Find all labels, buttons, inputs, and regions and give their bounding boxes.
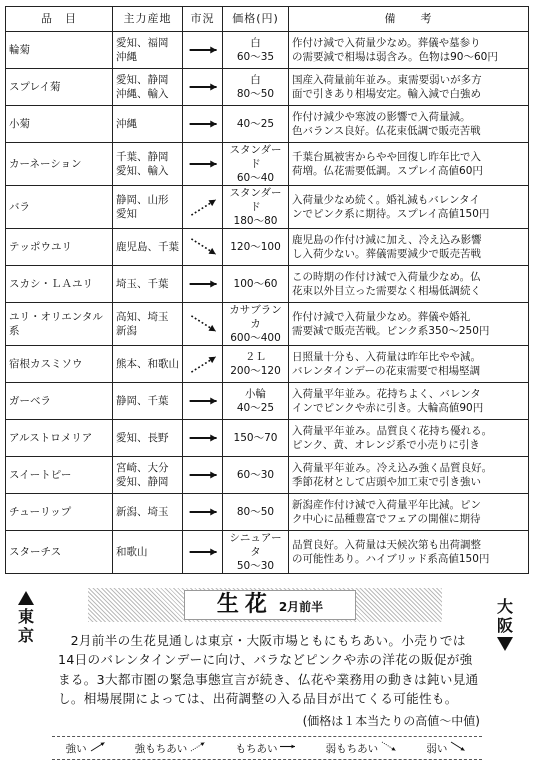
note-cell xyxy=(289,383,529,420)
osaka-marker xyxy=(494,595,516,651)
item-name xyxy=(6,494,113,531)
up-dotted-arrow-icon xyxy=(188,740,208,756)
report-title: 生花 xyxy=(216,592,273,617)
note-cell-line: の可能性あり。ハイブリッド系高値150円 xyxy=(292,553,490,565)
trend-cell xyxy=(183,303,223,346)
origin-cell-line: 愛知、福岡 xyxy=(116,37,169,49)
origin-cell xyxy=(113,383,183,420)
price-cell-line: スタンダード xyxy=(229,187,282,213)
note-cell-line: 品質良好。入荷量は天候次第も出荷調整 xyxy=(292,539,481,551)
note-cell-line: 入荷量平年並み。品質良く花持ち優れる。 xyxy=(292,425,493,437)
item-name-line: テッポウユリ xyxy=(9,241,72,253)
trend-cell xyxy=(183,383,223,420)
note-cell-line: 花束以外目立った需要なく相場低調続く xyxy=(292,285,481,297)
price-cell xyxy=(223,186,289,229)
price-cell xyxy=(223,266,289,303)
trend-cell xyxy=(183,457,223,494)
item-name-line: ガーベラ xyxy=(9,395,51,407)
origin-cell-line: 愛知 xyxy=(116,208,137,220)
item-name-line: スカシ・ＬＡユリ xyxy=(9,278,93,290)
note-cell-line: 需要減で販売苦戦。ピンク系350～250円 xyxy=(292,325,490,337)
up-solid-arrow-icon xyxy=(88,740,108,756)
price-cell-line: 600～400 xyxy=(230,332,281,344)
note-cell-line: 作付け減少や寒波の影響で入荷量減。 xyxy=(292,111,471,123)
item-name xyxy=(6,32,113,69)
flat-arrow-icon xyxy=(278,740,298,756)
table-row xyxy=(6,303,529,346)
origin-cell xyxy=(113,494,183,531)
origin-cell-line: 沖縄、輸入 xyxy=(116,88,169,100)
origin-cell-line: 新潟 xyxy=(116,325,137,337)
item-name-line: スイートピー xyxy=(9,469,72,481)
legend-item xyxy=(135,740,209,756)
up-dotted-arrow-icon xyxy=(186,195,219,219)
legend-label: もちあい xyxy=(235,742,278,755)
item-name-line: 輪菊 xyxy=(9,44,30,56)
price-cell xyxy=(223,69,289,106)
price-cell-line: 120～100 xyxy=(230,241,281,253)
origin-cell xyxy=(113,143,183,186)
item-name xyxy=(6,531,113,574)
price-cell xyxy=(223,457,289,494)
header-item: 品 目 xyxy=(6,7,113,32)
table-row xyxy=(6,457,529,494)
down-solid-arrow-icon xyxy=(448,740,468,756)
note-cell-line: 入荷量少なめ続く。婚礼減もバレンタイ xyxy=(292,194,480,206)
price-cell-line: 白 xyxy=(250,74,261,86)
note-cell-line: インでピンクや赤に引き。大輪高値90円 xyxy=(292,402,484,414)
table-row xyxy=(6,494,529,531)
price-cell-line: 60～40 xyxy=(236,172,275,184)
up-dotted-arrow-icon xyxy=(186,352,219,376)
note-cell-line: 荷増。仏花需要低調。スプレイ高値60円 xyxy=(292,165,483,177)
report-title-bar xyxy=(88,588,442,622)
note-cell-line: 鹿児島の作付け減に加え、冷え込み影響 xyxy=(292,234,482,246)
flat-arrow-icon xyxy=(186,426,219,450)
price-cell-line: 白 xyxy=(250,37,261,49)
down-triangle-icon xyxy=(497,637,513,651)
origin-cell xyxy=(113,346,183,383)
note-cell xyxy=(289,346,529,383)
origin-cell-line: 鹿児島、千葉 xyxy=(116,241,179,253)
note-cell-line: し入荷少ない。葬儀需要減少で販売苦戦 xyxy=(292,248,481,260)
item-name-line: 宿根カスミソウ xyxy=(9,358,83,370)
price-cell xyxy=(223,494,289,531)
note-cell-line: 面で引きあり相場安定。輸入減で白強め xyxy=(292,88,481,100)
origin-cell-line: 静岡、千葉 xyxy=(116,395,169,407)
legend-item xyxy=(326,740,400,756)
item-name xyxy=(6,143,113,186)
flat-arrow-icon xyxy=(186,540,219,564)
table-body xyxy=(6,32,529,574)
item-name xyxy=(6,229,113,266)
flat-arrow-icon xyxy=(186,389,219,413)
down-dotted-arrow-icon xyxy=(379,740,399,756)
header-price: 価格(円) xyxy=(223,7,289,32)
note-cell-line: 入荷量平年並み。冷え込み強く品質良好。 xyxy=(292,462,493,474)
item-name xyxy=(6,266,113,303)
report-subtitle: 2月前半 xyxy=(278,600,324,614)
note-cell xyxy=(289,457,529,494)
trend-cell xyxy=(183,32,223,69)
price-cell xyxy=(223,106,289,143)
price-cell xyxy=(223,303,289,346)
origin-cell xyxy=(113,186,183,229)
table-row xyxy=(6,186,529,229)
note-cell xyxy=(289,229,529,266)
note-cell-line: 国産入荷量前年並み。東需要弱いが多方 xyxy=(292,74,482,86)
table-row xyxy=(6,143,529,186)
trend-cell xyxy=(183,69,223,106)
tokyo-label: 東 京 xyxy=(17,607,34,645)
note-cell-line: 作付け減で入荷量少なめ。葬儀や婚礼 xyxy=(292,311,471,323)
flat-arrow-icon xyxy=(186,152,219,176)
legend-label: 強い xyxy=(65,742,87,755)
origin-cell-line: 宮崎、大分 xyxy=(116,462,169,474)
table-row xyxy=(6,69,529,106)
origin-cell-line: 愛知、輸入 xyxy=(116,165,169,177)
origin-cell-line: 千葉、静岡 xyxy=(116,151,169,163)
price-cell xyxy=(223,229,289,266)
origin-cell-line: 熊本、和歌山 xyxy=(116,358,179,370)
price-cell-line: 40～25 xyxy=(236,402,275,414)
note-cell xyxy=(289,32,529,69)
item-name-line: スターチス xyxy=(9,546,62,558)
item-name-line: チューリップ xyxy=(9,506,72,518)
note-cell-line: 作付け減で入荷量少なめ。葬儀や墓参り xyxy=(292,37,481,49)
origin-cell xyxy=(113,69,183,106)
report-title-box xyxy=(184,590,356,620)
origin-cell-line: 静岡、山形 xyxy=(116,194,169,206)
legend-label: 強もちあい xyxy=(134,742,188,755)
note-cell-line: 色バランス良好。仏花束低調で販売苦戦 xyxy=(292,125,481,137)
origin-cell xyxy=(113,32,183,69)
origin-cell-line: 愛知、長野 xyxy=(116,432,169,444)
trend-legend xyxy=(52,736,482,760)
legend-label: 弱い xyxy=(426,742,448,755)
tokyo-marker xyxy=(15,591,37,647)
item-name xyxy=(6,420,113,457)
table-header-row xyxy=(6,7,529,32)
flat-arrow-icon xyxy=(186,463,219,487)
legend-item xyxy=(426,740,468,756)
report-body: 2月前半の生花見通しは東京・大阪市場ともにもちあい。小売りでは14日のバレンタインデーに向け、バラなどピンクや赤の洋花の販促が強まる。3大都市圏の緊急事態宣言が続き、仏花や業務用の動きは鈍い見通し。相場展開によっては、出荷調整の入る品目が出てくる可能性も。 xyxy=(58,633,479,707)
item-name xyxy=(6,383,113,420)
down-dotted-arrow-icon xyxy=(186,235,219,259)
note-cell-line: この時期の作付け減で入荷量少なめ。仏 xyxy=(292,271,481,283)
table-row xyxy=(6,266,529,303)
flat-arrow-icon xyxy=(186,272,219,296)
origin-cell-line: 新潟、埼玉 xyxy=(116,506,169,518)
price-note: (価格は１本当たりの高値～中値) xyxy=(302,714,480,728)
price-cell-line: 50～30 xyxy=(236,560,275,572)
price-cell-line: ２Ｌ xyxy=(245,351,266,363)
trend-cell xyxy=(183,420,223,457)
note-cell-line: 日照量十分も、入荷量は昨年比やや減。 xyxy=(292,351,481,363)
note-cell xyxy=(289,106,529,143)
origin-cell-line: 沖縄 xyxy=(116,118,137,130)
price-cell-line: 60～30 xyxy=(236,469,275,481)
trend-cell xyxy=(183,346,223,383)
trend-cell xyxy=(183,143,223,186)
flower-market-table xyxy=(5,6,529,574)
note-cell-line: の需要減で相場は弱含み。色物は90～60円 xyxy=(292,51,498,63)
origin-cell-line: 和歌山 xyxy=(116,546,148,558)
price-cell xyxy=(223,32,289,69)
price-cell xyxy=(223,143,289,186)
note-cell-line: バレンタインデーの花束需要で相場堅調 xyxy=(292,365,481,377)
origin-cell-line: 愛知、静岡 xyxy=(116,74,169,86)
price-cell-line: 60～35 xyxy=(236,51,275,63)
flat-arrow-icon xyxy=(186,500,219,524)
price-cell-line: 80～50 xyxy=(236,506,275,518)
price-cell-line: 200～120 xyxy=(230,365,281,377)
legend-item xyxy=(66,740,108,756)
price-cell-line: カサブランカ xyxy=(229,304,282,330)
note-cell-line: 季節花材として店頭や加工束で引き強い xyxy=(292,476,481,488)
item-name xyxy=(6,346,113,383)
trend-cell xyxy=(183,266,223,303)
item-name xyxy=(6,186,113,229)
note-cell-line: 入荷量平年並み。花持ちよく、バレンタ xyxy=(292,388,481,400)
header-note: 備 考 xyxy=(289,7,529,32)
origin-cell xyxy=(113,531,183,574)
origin-cell xyxy=(113,457,183,494)
price-cell xyxy=(223,346,289,383)
note-cell-line: ンでピンク系に期待。スプレイ高値150円 xyxy=(292,208,490,220)
legend-label: 弱もちあい xyxy=(325,742,379,755)
table-row xyxy=(6,32,529,69)
note-cell-line: 新潟産作付け減で入荷量平年比減。ピン xyxy=(292,499,481,511)
price-cell-line: 80～50 xyxy=(236,88,275,100)
price-cell xyxy=(223,383,289,420)
note-cell xyxy=(289,420,529,457)
item-name xyxy=(6,457,113,494)
origin-cell xyxy=(113,266,183,303)
price-cell-line: 小輪 xyxy=(245,388,266,400)
origin-cell-line: 愛知、静岡 xyxy=(116,476,169,488)
price-cell-line: 150～70 xyxy=(233,432,278,444)
item-name-line: バラ xyxy=(9,201,30,213)
note-cell xyxy=(289,143,529,186)
item-name-line: 小菊 xyxy=(9,118,30,130)
header-trend: 市況 xyxy=(183,7,223,32)
header-origin: 主力産地 xyxy=(113,7,183,32)
flat-arrow-icon xyxy=(186,75,219,99)
trend-cell xyxy=(183,106,223,143)
legend-item xyxy=(235,740,298,756)
item-name xyxy=(6,303,113,346)
report-section xyxy=(0,585,534,769)
table-row xyxy=(6,106,529,143)
price-cell-line: 40～25 xyxy=(236,118,275,130)
note-cell-line: ク中心に品種豊富でフェアの開催に期待 xyxy=(292,513,481,525)
note-cell xyxy=(289,266,529,303)
osaka-label: 大 阪 xyxy=(496,597,513,635)
trend-cell xyxy=(183,494,223,531)
flat-arrow-icon xyxy=(186,112,219,136)
origin-cell-line: 高知、埼玉 xyxy=(116,311,169,323)
origin-cell xyxy=(113,303,183,346)
item-name xyxy=(6,69,113,106)
price-cell xyxy=(223,420,289,457)
note-cell xyxy=(289,186,529,229)
note-cell-line: 千葉台風被害からやや回復し昨年比で入 xyxy=(292,151,481,163)
trend-cell xyxy=(183,229,223,266)
note-cell xyxy=(289,494,529,531)
up-triangle-icon xyxy=(18,591,34,605)
item-name-line: スプレイ菊 xyxy=(9,81,61,93)
item-name xyxy=(6,106,113,143)
note-cell xyxy=(289,303,529,346)
item-name-line: アルストロメリア xyxy=(9,432,93,444)
price-cell xyxy=(223,531,289,574)
item-name-line: ユリ・オリエンタル系 xyxy=(9,311,103,337)
price-cell-line: 100～60 xyxy=(233,278,278,290)
origin-cell xyxy=(113,229,183,266)
table-row xyxy=(6,531,529,574)
origin-cell-line: 沖縄 xyxy=(116,51,137,63)
flat-arrow-icon xyxy=(186,38,219,62)
origin-cell-line: 埼玉、千葉 xyxy=(116,278,169,290)
price-cell-line: シニュアータ xyxy=(229,532,282,558)
note-cell xyxy=(289,531,529,574)
note-cell xyxy=(289,69,529,106)
table-row xyxy=(6,383,529,420)
price-cell-line: 180～80 xyxy=(233,215,278,227)
price-cell-line: スタンダード xyxy=(229,144,282,170)
table-row xyxy=(6,420,529,457)
trend-cell xyxy=(183,186,223,229)
trend-cell xyxy=(183,531,223,574)
item-name-line: カーネーション xyxy=(9,158,82,170)
note-cell-line: ピンク、黄、オレンジ系で小売りに引き xyxy=(292,439,480,451)
origin-cell xyxy=(113,420,183,457)
table-row xyxy=(6,229,529,266)
table-row xyxy=(6,346,529,383)
origin-cell xyxy=(113,106,183,143)
down-dotted-arrow-icon xyxy=(186,312,219,336)
